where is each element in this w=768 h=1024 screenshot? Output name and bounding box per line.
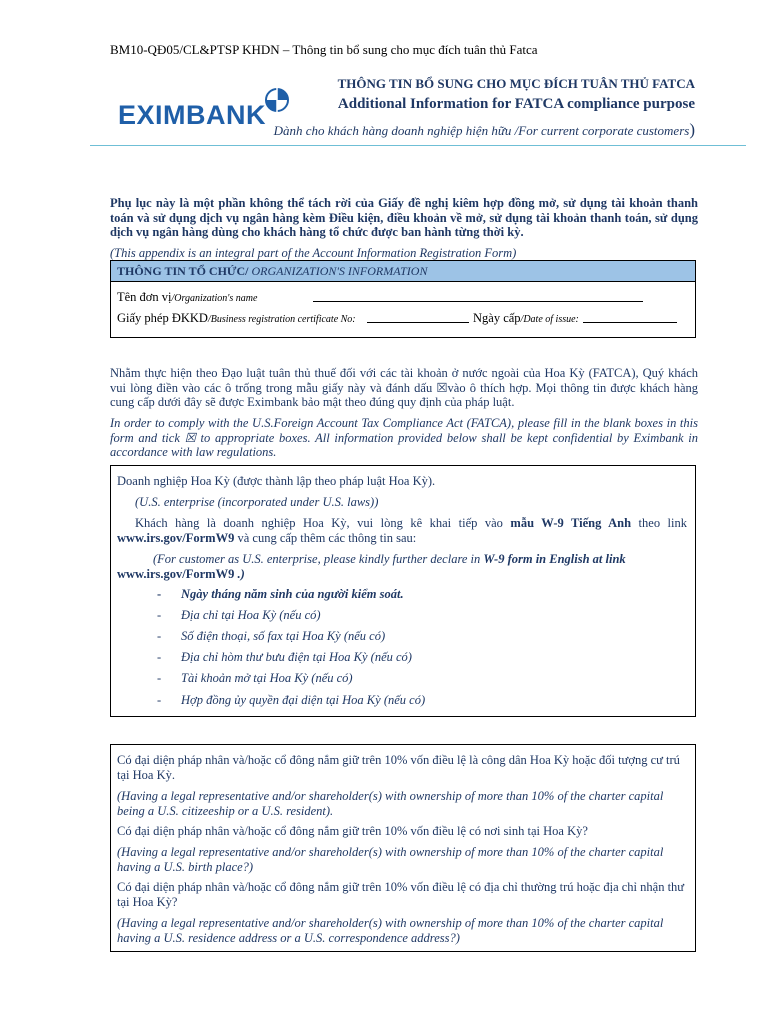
- title-vietnamese: THÔNG TIN BỔ SUNG CHO MỤC ĐÍCH TUÂN THỦ FATCA: [337, 76, 695, 91]
- list-dash: -: [157, 650, 162, 664]
- subtitle: [270, 120, 695, 140]
- question-text-vn: Có đại diện pháp nhân và/hoặc cổ đông nắm giữ trên 10% vốn điều lệ là công dân Hoa Kỳ hoặc đối tượng cư trú tại Hoa Kỳ.: [117, 753, 680, 782]
- document-code: BM10-QĐ05/CL&PTSP KHDN – Thông tin bổ sung cho mục đích tuân thủ Fatca: [110, 42, 538, 57]
- question-birthplace[interactable]: [117, 824, 687, 839]
- issue-date-field[interactable]: [583, 312, 677, 323]
- org-license-row: [117, 311, 356, 326]
- list-dash: -: [157, 671, 162, 685]
- decl-en-text: (For customer as U.S. enterprise, please kindly further declare in: [153, 552, 484, 566]
- list-item-text: Ngày tháng năm sinh của người kiểm soát.: [181, 587, 404, 601]
- list-item: [157, 608, 321, 623]
- us-enterprise-declaration-vn: [117, 516, 687, 545]
- list-dash: -: [157, 608, 162, 622]
- question-birthplace-en: (Having a legal representative and/or shareholder(s) with ownership of more than 10% of the charter capital having a U.S. birth place?): [117, 845, 664, 874]
- us-enterprise-box: [110, 465, 696, 717]
- intro-english: (This appendix is an integral part of the Account Information Registration Form): [110, 246, 517, 260]
- us-enterprise-option[interactable]: [117, 474, 435, 489]
- title-english: Additional Information for FATCA compliance purpose: [337, 96, 695, 112]
- list-item-text: Số điện thoại, số fax tại Hoa Kỳ (nếu có): [181, 629, 386, 643]
- license-number-field[interactable]: [367, 312, 469, 323]
- question-text-vn: Có đại diện pháp nhân và/hoặc cổ đông nắm giữ trên 10% vốn điều lệ có địa chỉ thường trú hoặc địa chỉ nhận thư tại Hoa Kỳ?: [117, 880, 685, 909]
- us-enterprise-declaration-en: [117, 552, 687, 581]
- org-heading-vn: THÔNG TIN TỔ CHỨC/: [117, 264, 249, 278]
- shareholder-questions-box: [110, 744, 696, 952]
- org-name-row: [117, 290, 257, 305]
- subtitle-text: Dành cho khách hàng doanh nghiệp hiện hữu /For current corporate customers: [273, 123, 690, 138]
- decl-vn-tail: và cung cấp thêm các thông tin sau:: [234, 530, 417, 545]
- w9-form-label: mẫu W-9 Tiếng Anh: [510, 516, 632, 530]
- eximbank-logo-icon: [264, 84, 290, 116]
- list-item: [157, 650, 412, 665]
- org-name-label-en: /Organization's name: [171, 293, 258, 304]
- eximbank-logo: EXIMBANK: [118, 100, 267, 130]
- us-enterprise-title: Doanh nghiệp Hoa Kỳ (được thành lập theo pháp luật Hoa Kỳ).: [117, 474, 436, 488]
- list-item-text: Địa chỉ tại Hoa Kỳ (nếu có): [181, 608, 321, 622]
- question-address-en: (Having a legal representative and/or shareholder(s) with ownership of more than 10% of the charter capital having a U.S. residence address or a U.S. correspondence address?): [117, 916, 664, 945]
- license-label-en: /Business registration certificate No:: [207, 314, 356, 325]
- decl-vn-text: Khách hàng là doanh nghiệp Hoa Kỳ, vui lòng kê khai tiếp vào: [135, 516, 511, 530]
- question-address[interactable]: [117, 880, 687, 909]
- organization-info-box: [110, 260, 696, 338]
- list-dash: -: [157, 629, 162, 643]
- question-text-vn: Có đại diện pháp nhân và/hoặc cổ đông nắm giữ trên 10% vốn điều lệ có nơi sinh tại Hoa Kỳ?: [117, 824, 588, 838]
- organization-info-header: [111, 261, 695, 282]
- list-item: [157, 671, 353, 686]
- question-citizenship-en: (Having a legal representative and/or shareholder(s) with ownership of more than 10% of the charter capital being a U.S. citizeeship or a U.S. resident).: [117, 789, 664, 818]
- list-item-text: Địa chỉ hòm thư bưu điện tại Hoa Kỳ (nếu có): [181, 650, 412, 664]
- list-item-text: Hợp đồng ủy quyền đại diện tại Hoa Kỳ (nếu có): [181, 693, 426, 707]
- list-dash: -: [157, 587, 162, 601]
- subtitle-close: ): [689, 120, 695, 139]
- question-citizenship[interactable]: [117, 753, 687, 782]
- org-name-label: Tên đơn vị: [117, 290, 172, 304]
- irs-form-w9-link[interactable]: www.irs.gov/FormW9: [117, 530, 235, 545]
- fatca-notice-en: In order to comply with the U.S.Foreign Account Tax Compliance Act (FATCA), please fill in the blank boxes in this form and tick ☒ to appropriate boxes. All information provided below shall be kept confidential by Eximbank in accordance with law regulations.: [110, 416, 698, 459]
- list-item-text: Tài khoản mở tại Hoa Kỳ (nếu có): [181, 671, 353, 685]
- org-name-field[interactable]: [313, 291, 643, 302]
- org-heading-en: ORGANIZATION'S INFORMATION: [248, 264, 428, 278]
- intro-vietnamese: Phụ lục này là một phần không thể tách rời của Giấy đề nghị kiêm hợp đồng mở, sử dụng tài khoản thanh toán và sử dụng dịch vụ ngân hàng kèm Điều kiện, điều khoản về mở, sử dụng tài khoản thanh toán, sử dụng dịch vụ ngân hàng dùng cho khách hàng tổ chức được ban hành từng thời kỳ.: [110, 196, 698, 239]
- fatca-notice-vn: Nhằm thực hiện theo Đạo luật tuân thủ thuế đối với các tài khoản ở nước ngoài của Hoa Kỳ (FATCA), Quý khách vui lòng điền vào các ô trống trong mẫu giấy này và đánh dấu ☒vào ô thích hợp. Mọi thông tin được khách hàng cung cấp dưới đây sẽ được Eximbank bảo mật theo đúng quy định của pháp luật.: [110, 366, 698, 409]
- list-item: [157, 629, 385, 644]
- issue-date-label-en: /Date of issue:: [520, 314, 579, 325]
- list-item: [157, 693, 425, 708]
- irs-form-w9-link-en[interactable]: www.irs.gov/FormW9: [117, 566, 235, 581]
- list-dash: -: [157, 693, 162, 707]
- license-label: Giấy phép ĐKKD: [117, 311, 208, 325]
- decl-vn-link-intro: theo link: [631, 516, 688, 530]
- decl-en-bold: W-9 form in English at link: [483, 552, 626, 566]
- us-enterprise-title-en: (U.S. enterprise (incorporated under U.S. laws)): [135, 495, 379, 509]
- issue-date-row: [473, 311, 579, 326]
- list-item: [157, 587, 404, 602]
- issue-date-label: Ngày cấp: [473, 311, 521, 325]
- decl-en-end: .): [234, 566, 245, 581]
- header-divider: [90, 145, 746, 146]
